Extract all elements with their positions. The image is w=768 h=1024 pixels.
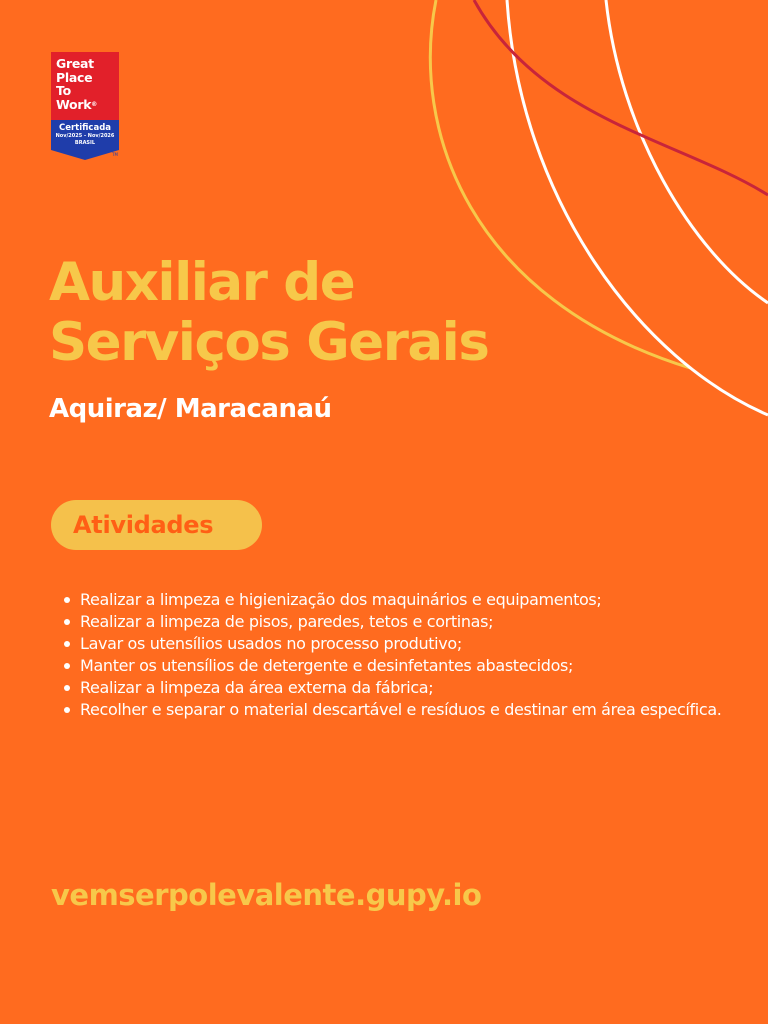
arc-crimson [474,0,768,195]
job-title-line-1: Auxiliar de [49,252,355,313]
badge-certification [51,120,119,150]
badge-country: BRASIL [74,140,96,146]
badge-shield-point [51,150,119,160]
list-item: Manter os utensílios de detergente e desinfetantes abastecidos; [80,655,760,677]
job-title-line-2: Serviços Gerais [49,312,489,373]
badge-period: Nov/2025 - Nov/2026 [55,133,115,139]
great-place-to-work-badge [51,52,119,160]
arc-white-inner [606,0,768,303]
application-url[interactable]: vemserpolevalente.gupy.io [51,878,482,912]
activities-heading: Atividades [51,500,262,550]
arc-white-outer [507,0,768,415]
job-title [49,253,488,373]
list-item: Realizar a limpeza e higienização dos maquinários e equipamentos; [80,589,760,611]
activities-list [60,589,760,721]
list-item: Lavar os utensílios usados no processo produtivo; [80,633,760,655]
list-item: Recolher e separar o material descartável e resíduos e destinar em área específica. [80,699,760,721]
badge-logo-text: Great Place To Work® [51,52,119,120]
job-location: Aquiraz/ Maracanaú [49,394,332,424]
badge-certified-label: Certificada [58,123,112,133]
list-item: Realizar a limpeza de pisos, paredes, tetos e cortinas; [80,611,760,633]
list-item: Realizar a limpeza da área externa da fábrica; [80,677,760,699]
badge-trademark: TM [112,152,118,157]
